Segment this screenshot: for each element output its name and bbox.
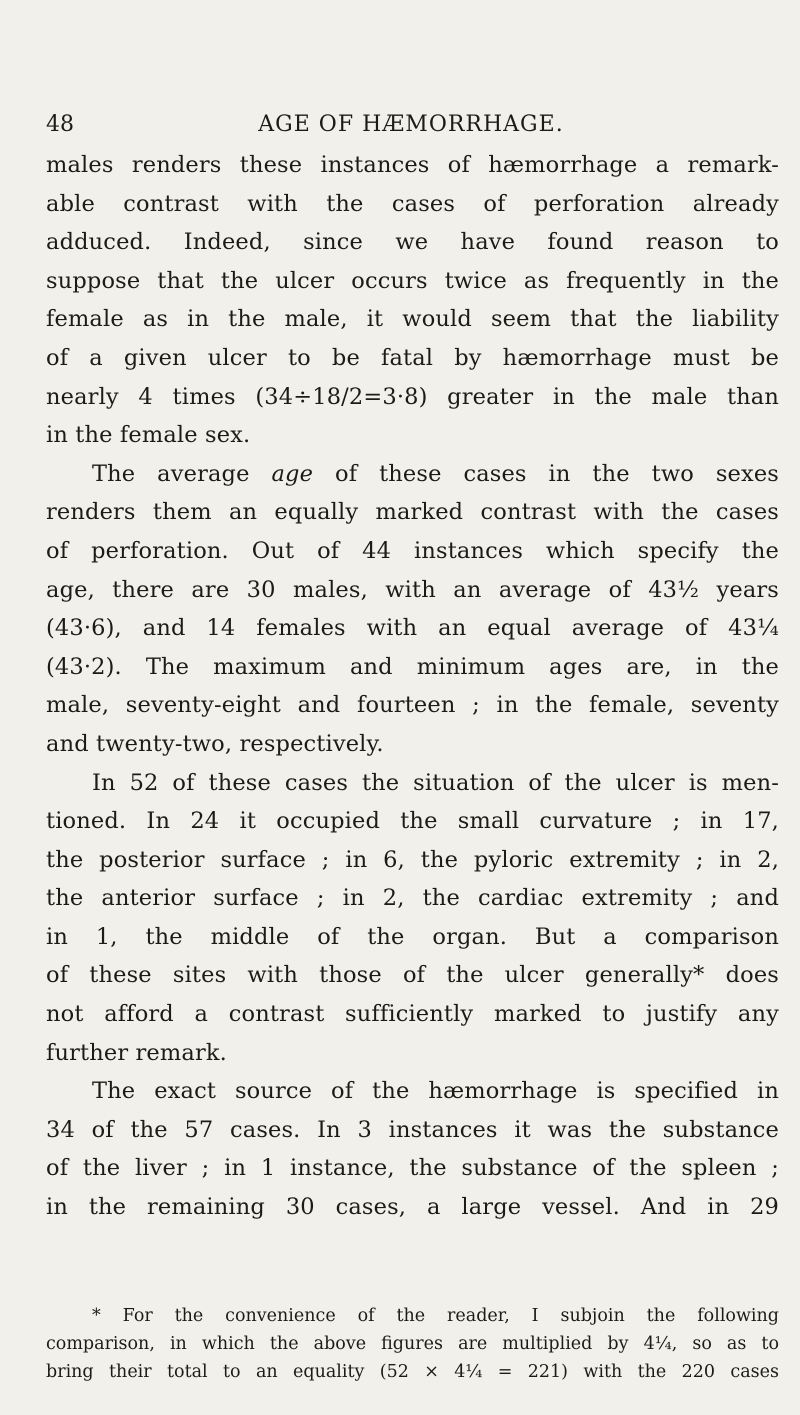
text-line: of perforation. Out of 44 instances which specify the [46, 537, 779, 564]
text-line: tioned. In 24 it occupied the small curvature ; in 17, [46, 808, 779, 835]
text-line: of these sites with those of the ulcer generally* does [46, 962, 779, 989]
text-line: of the liver ; in 1 instance, the substance of the spleen ; [46, 1155, 779, 1182]
footnote [46, 1302, 779, 1386]
text-line: in the remaining 30 cases, a large vessel. And in 29 [46, 1194, 779, 1221]
text-line: in the female sex. [46, 422, 251, 449]
text-line: further remark. [46, 1039, 227, 1066]
footnote-line: * For the convenience of the reader, I subjoin the following [92, 1306, 779, 1326]
text-line: (43·2). The maximum and minimum ages are, in the [46, 653, 779, 680]
text-span: of these cases in the two sexes [335, 460, 780, 487]
text-line: 34 of the 57 cases. In 3 instances it was the substance [46, 1116, 779, 1143]
italic-term: age [271, 460, 314, 487]
footnote-line: bring their total to an equality (52 × 4¼ = 221) with the 220 cases [46, 1362, 779, 1382]
paragraph-start-line [46, 455, 779, 494]
footnote-line: comparison, in which the above figures are multiplied by 4¼, so as to [46, 1334, 779, 1354]
running-title: AGE OF HÆMORRHAGE. [258, 112, 564, 137]
text-line: suppose that the ulcer occurs twice as frequently in the [46, 267, 779, 294]
text-line: age, there are 30 males, with an average of 43½ years [46, 576, 779, 603]
text-line: the anterior surface ; in 2, the cardiac extremity ; and [46, 885, 779, 912]
text-line: adduced. Indeed, since we have found reason to [46, 229, 779, 256]
paragraph-start-line: The exact source of the hæmorrhage is specified in [92, 1078, 779, 1105]
text-line: able contrast with the cases of perforation already [46, 190, 779, 217]
paragraph-start-line: In 52 of these cases the situation of the ulcer is men- [92, 769, 779, 796]
text-line: renders them an equally marked contrast with the cases [46, 499, 779, 526]
text-line: female as in the male, it would seem that the liability [46, 306, 779, 333]
body-text [46, 146, 779, 1227]
page-header [46, 112, 776, 146]
text-line: and twenty-two, respectively. [46, 730, 384, 757]
text-line: males renders these instances of hæmorrhage a remark- [46, 152, 779, 178]
text-line: (43·6), and 14 females with an equal average of 43¼ [46, 615, 779, 642]
text-line: nearly 4 times (34÷18/2=3·8) greater in the male than [46, 383, 779, 410]
text-line: of a given ulcer to be fatal by hæmorrhage must be [46, 344, 779, 371]
page-number: 48 [46, 112, 74, 137]
text-line: in 1, the middle of the organ. But a comparison [46, 923, 779, 950]
text-line: male, seventy-eight and fourteen ; in the female, seventy [46, 692, 779, 719]
text-line: the posterior surface ; in 6, the pyloric extremity ; in 2, [46, 846, 779, 873]
text-span: The average [92, 460, 250, 487]
text-line: not afford a contrast sufficiently marked to justify any [46, 1001, 779, 1028]
